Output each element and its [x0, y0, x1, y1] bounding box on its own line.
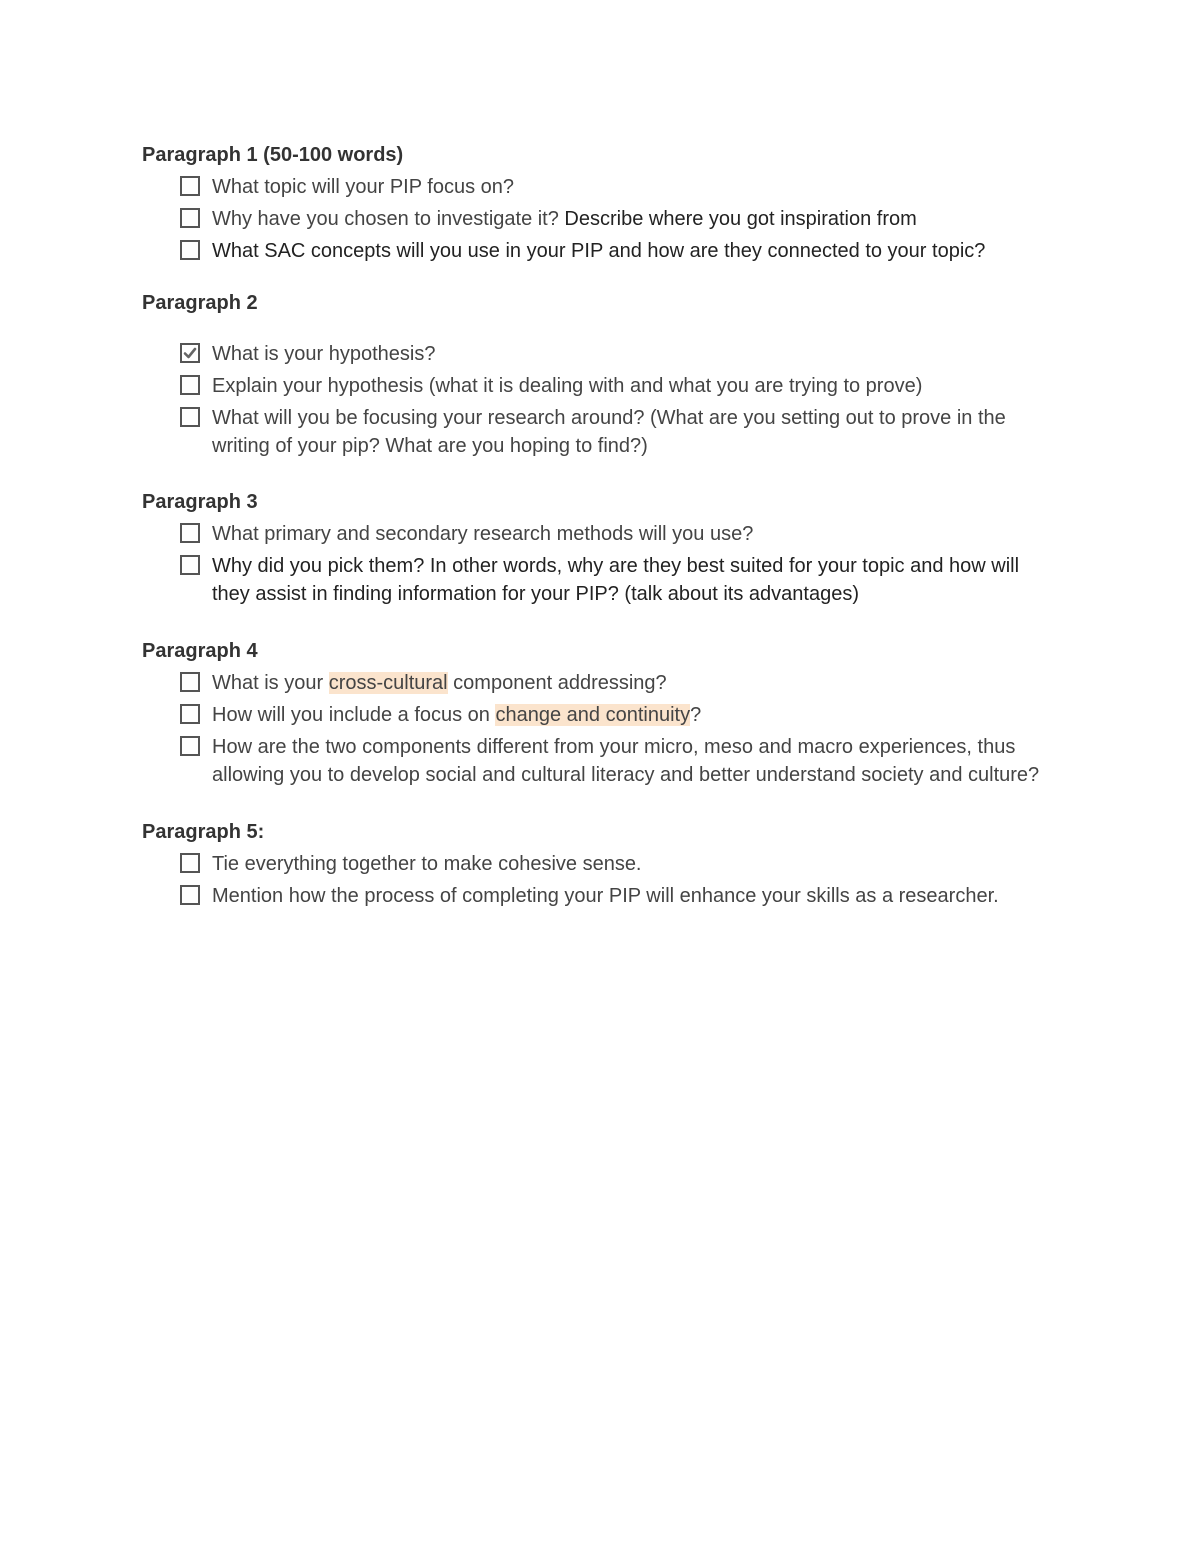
checklist — [142, 173, 1062, 265]
paragraph-5-section — [142, 818, 1062, 910]
section-heading: Paragraph 4 — [142, 640, 258, 662]
checklist-item — [142, 552, 1062, 608]
item-text: Describe where you got inspiration from — [564, 208, 917, 230]
checkbox-unchecked-icon[interactable] — [180, 885, 200, 905]
item-text: Explain your hypothesis (what it is dealing with and what you are trying to prove) — [212, 375, 923, 397]
item-label — [212, 240, 985, 262]
item-text: What is your hypothesis? — [212, 343, 436, 365]
section-heading: Paragraph 5: — [142, 821, 265, 843]
item-label — [212, 208, 917, 230]
checkbox-unchecked-icon[interactable] — [180, 523, 200, 543]
item-text: What will you be focusing your research around? (What are you setting out to prove in the writing of your pip? What are you hoping to find?) — [212, 407, 1006, 457]
checklist-item — [142, 520, 1062, 548]
checkbox-unchecked-icon[interactable] — [180, 176, 200, 196]
item-text: What topic will your PIP focus on? — [212, 176, 514, 198]
item-label — [212, 885, 999, 907]
checkbox-unchecked-icon[interactable] — [180, 208, 200, 228]
item-text: How are the two components different from your micro, meso and macro experiences, thus allowing you to develop social and cultural literacy and better understand society and culture? — [212, 736, 1040, 786]
checkbox-unchecked-icon[interactable] — [180, 555, 200, 575]
checklist-item — [142, 669, 1062, 697]
item-label — [212, 672, 667, 694]
checklist — [142, 669, 1062, 789]
checklist-item — [142, 733, 1062, 789]
item-label — [212, 704, 701, 726]
item-text: How will you include a focus on — [212, 704, 496, 726]
checkbox-unchecked-icon[interactable] — [180, 672, 200, 692]
checklist-item — [142, 850, 1062, 878]
item-label — [212, 555, 1019, 605]
paragraph-4-section — [142, 637, 1062, 789]
checklist-item — [142, 173, 1062, 201]
checklist-item — [142, 882, 1062, 910]
item-text: Mention how the process of completing your PIP will enhance your skills as a researcher. — [212, 885, 999, 907]
item-label — [212, 375, 922, 397]
paragraph-2-section — [142, 289, 1062, 460]
checklist-item — [142, 404, 1062, 460]
checkbox-unchecked-icon[interactable] — [180, 736, 200, 756]
checklist — [142, 850, 1062, 910]
checklist-item — [142, 205, 1062, 233]
checkbox-unchecked-icon[interactable] — [180, 240, 200, 260]
section-heading: Paragraph 1 (50-100 words) — [142, 144, 404, 166]
checklist — [142, 340, 1062, 460]
checklist-item — [142, 701, 1062, 729]
item-text: Why have you chosen to investigate it? — [212, 208, 565, 230]
checkbox-unchecked-icon[interactable] — [180, 407, 200, 427]
item-text: Tie everything together to make cohesive sense. — [212, 853, 642, 875]
checkmark-icon — [182, 345, 198, 361]
item-text: What is your — [212, 672, 329, 694]
item-text: What primary and secondary research methods will you use? — [212, 523, 754, 545]
checklist-item — [142, 372, 1062, 400]
item-label — [212, 343, 435, 365]
checklist-item — [142, 237, 1062, 265]
item-text: ? — [690, 704, 702, 726]
paragraph-1-section — [142, 141, 1062, 265]
item-label — [212, 853, 642, 875]
highlighted-text: change and continuity — [495, 704, 691, 726]
item-text: component addressing? — [447, 672, 667, 694]
checklist-item — [142, 340, 1062, 368]
checkbox-checked-icon[interactable] — [180, 343, 200, 363]
paragraph-3-section — [142, 488, 1062, 608]
item-text: What SAC concepts will you use in your PIP and how are they connected to your topic? — [212, 240, 986, 262]
checkbox-unchecked-icon[interactable] — [180, 704, 200, 724]
item-text: Why did you pick them? In other words, why are they best suited for your topic and how will they assist in finding information for your PIP? (talk about its advantages) — [212, 555, 1020, 605]
checkbox-unchecked-icon[interactable] — [180, 853, 200, 873]
item-label — [212, 523, 753, 545]
item-label — [212, 176, 514, 198]
section-heading: Paragraph 3 — [142, 491, 258, 513]
item-label — [212, 407, 1006, 457]
checkbox-unchecked-icon[interactable] — [180, 375, 200, 395]
checklist — [142, 520, 1062, 608]
highlighted-text: cross-cultural — [328, 672, 448, 694]
document-body — [142, 141, 1062, 910]
section-heading: Paragraph 2 — [142, 292, 258, 314]
item-label — [212, 736, 1039, 786]
